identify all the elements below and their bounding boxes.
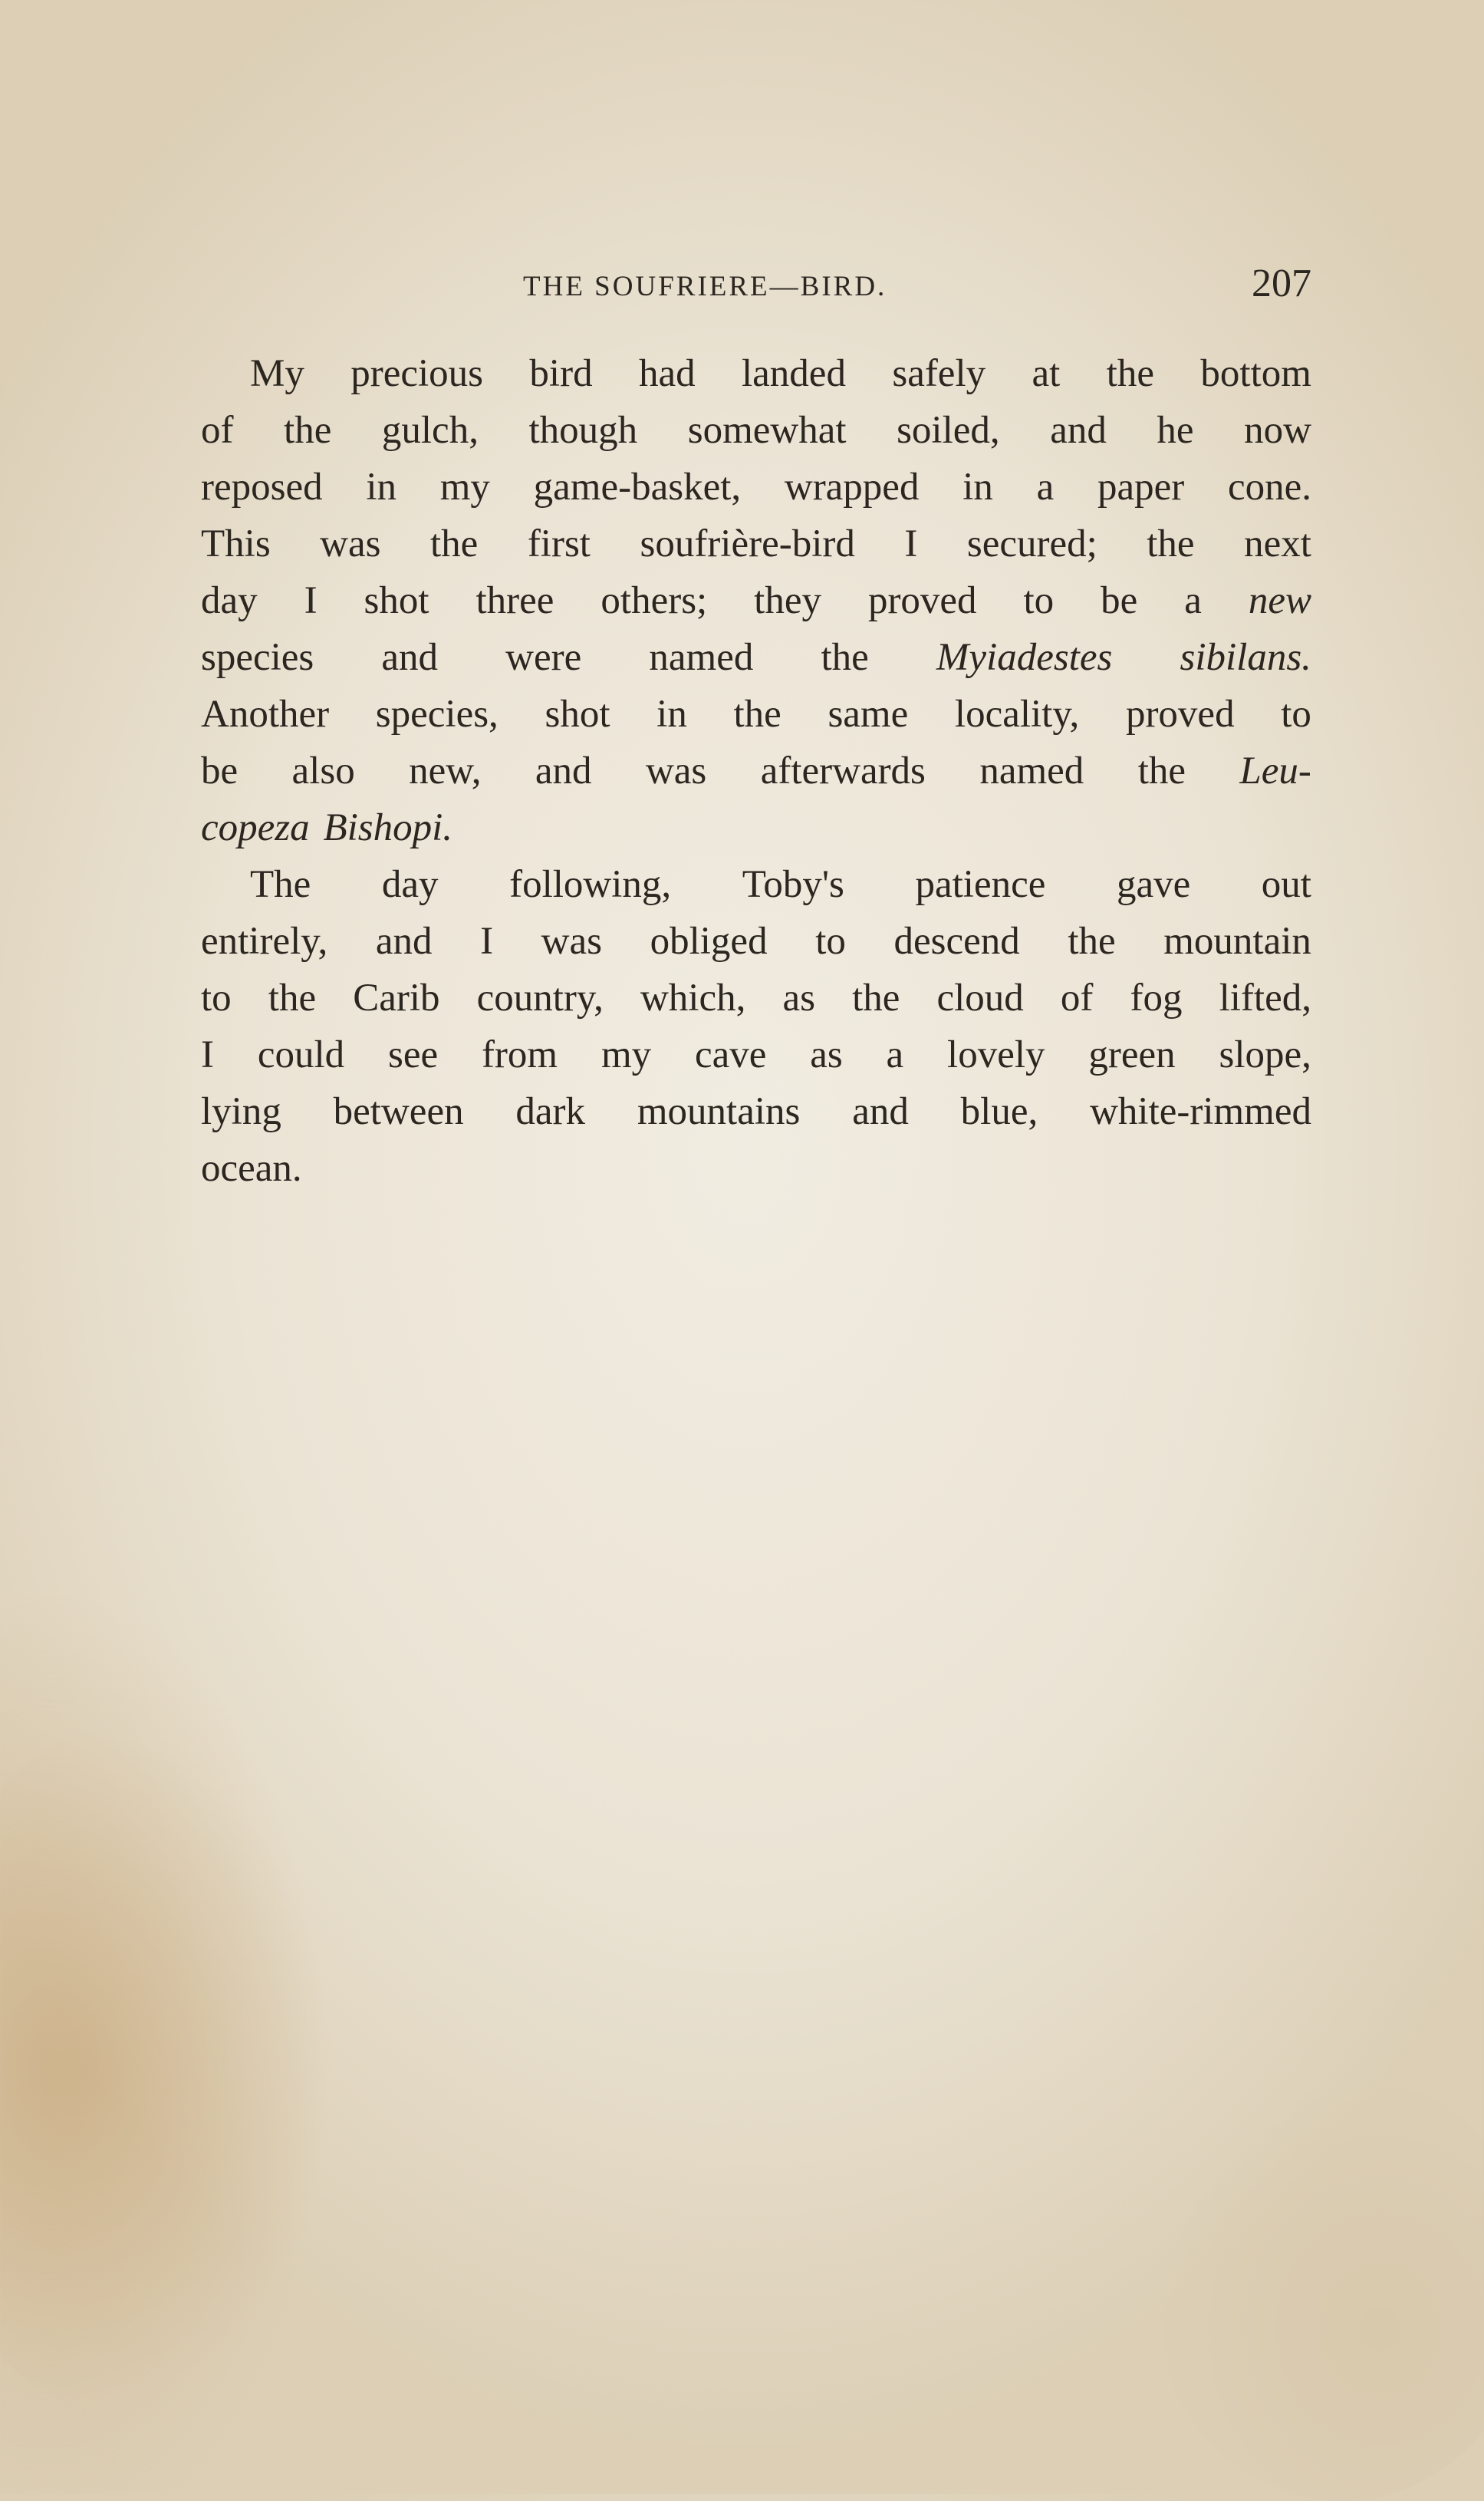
word: to	[201, 977, 232, 1020]
word: reposed	[201, 466, 323, 509]
italic-word: Myiadestes	[936, 636, 1113, 679]
word: had	[638, 352, 696, 395]
word: be	[201, 750, 239, 792]
text-line	[201, 913, 1311, 970]
word: safely	[892, 352, 986, 395]
word: wrapped	[784, 466, 920, 509]
word: to	[1281, 693, 1311, 736]
word: named	[649, 636, 754, 679]
text-line	[201, 1140, 1311, 1197]
word: in	[962, 466, 993, 509]
word: blue,	[960, 1090, 1038, 1133]
text-line	[201, 345, 1311, 402]
word: and	[381, 636, 439, 679]
word: mountain	[1163, 920, 1311, 963]
word: green	[1088, 1033, 1176, 1076]
word: though	[528, 409, 638, 452]
word: descend	[893, 920, 1020, 963]
water-stain	[0, 1726, 337, 2417]
word: a	[1036, 466, 1055, 509]
word: The	[250, 863, 311, 906]
word: was	[320, 522, 381, 565]
word: paper	[1097, 466, 1185, 509]
word: This	[201, 522, 271, 565]
text-line	[201, 686, 1311, 743]
word: species	[201, 636, 314, 679]
word: bird	[529, 352, 593, 395]
word: to	[1023, 579, 1055, 622]
text-line	[201, 629, 1311, 686]
word: shot	[545, 693, 610, 736]
word: the	[1147, 522, 1195, 565]
word: the	[1106, 352, 1155, 395]
word: Carib	[353, 977, 440, 1020]
word: they	[754, 579, 821, 622]
page-number: 207	[1252, 262, 1311, 305]
word: lovely	[947, 1033, 1045, 1076]
word: day	[381, 863, 439, 906]
word: was	[541, 920, 602, 963]
paragraph	[201, 856, 1311, 1197]
running-head-title: THE SOUFRIERE—BIRD.	[523, 271, 887, 302]
word: between	[333, 1090, 464, 1133]
word: slope,	[1219, 1033, 1311, 1076]
word: patience	[915, 863, 1046, 906]
word: I	[304, 579, 318, 622]
word: and	[535, 750, 592, 792]
word: as	[810, 1033, 843, 1076]
word: the	[284, 409, 332, 452]
word: were	[505, 636, 582, 679]
word: lying	[201, 1090, 281, 1133]
word: was	[645, 750, 707, 792]
word: following,	[509, 863, 672, 906]
text-line	[201, 799, 1311, 856]
word: precious	[350, 352, 484, 395]
word: gave	[1116, 863, 1191, 906]
word: entirely,	[201, 920, 328, 963]
text-line	[201, 1026, 1311, 1083]
word: mountains	[637, 1090, 801, 1133]
word: dark	[515, 1090, 586, 1133]
word: Another	[201, 693, 330, 736]
word: the	[821, 636, 869, 679]
word: landed	[742, 352, 846, 395]
word: new,	[409, 750, 482, 792]
word: fog	[1130, 977, 1183, 1020]
word: obliged	[650, 920, 768, 963]
word: same	[828, 693, 909, 736]
word: species,	[375, 693, 499, 736]
word: somewhat	[687, 409, 847, 452]
word: of	[1060, 977, 1094, 1020]
paper-discoloration	[1150, 2071, 1484, 2501]
word: named	[979, 750, 1084, 792]
word: the	[1068, 920, 1116, 963]
word: shot	[364, 579, 429, 622]
word: also	[291, 750, 355, 792]
word: three	[475, 579, 554, 622]
word: afterwards	[760, 750, 926, 792]
word: the	[430, 522, 479, 565]
word: he	[1157, 409, 1194, 452]
word: gulch,	[381, 409, 479, 452]
word: as	[782, 977, 815, 1020]
italic-word: copeza	[201, 806, 310, 849]
word: I	[201, 1033, 214, 1076]
word: and	[375, 920, 433, 963]
word: I	[480, 920, 494, 963]
word: from	[481, 1033, 558, 1076]
word: now	[1244, 409, 1311, 452]
word: white-rimmed	[1090, 1090, 1311, 1133]
word: the	[852, 977, 900, 1020]
running-head	[201, 261, 1311, 307]
italic-word: sibilans.	[1180, 636, 1311, 679]
word: day	[201, 579, 258, 622]
word: see	[387, 1033, 439, 1076]
text-line	[201, 402, 1311, 459]
word: proved	[867, 579, 977, 622]
word: and	[1050, 409, 1107, 452]
word: country,	[476, 977, 604, 1020]
word: be	[1101, 579, 1138, 622]
word: My	[250, 352, 304, 395]
text-line	[201, 459, 1311, 516]
text-line	[201, 743, 1311, 799]
text-line	[201, 516, 1311, 572]
word: in	[656, 693, 687, 736]
word: the	[1137, 750, 1186, 792]
word: the	[733, 693, 781, 736]
word: game-basket,	[533, 466, 742, 509]
word: a	[1184, 579, 1202, 622]
paragraph	[201, 345, 1311, 856]
italic-word: new	[1248, 579, 1311, 622]
word: secured;	[966, 522, 1097, 565]
italic-word: Bishopi.	[323, 806, 453, 849]
word: out	[1261, 863, 1311, 906]
word: in	[366, 466, 397, 509]
word: others;	[601, 579, 708, 622]
word: lifted,	[1219, 977, 1311, 1020]
word: soufrière-bird	[640, 522, 855, 565]
word: my	[601, 1033, 652, 1076]
text-line	[201, 856, 1311, 913]
word: locality,	[954, 693, 1080, 736]
word: and	[852, 1090, 909, 1133]
text-line	[201, 1083, 1311, 1140]
word: ocean.	[201, 1147, 302, 1190]
word: my	[439, 466, 490, 509]
word: bottom	[1200, 352, 1311, 395]
word: at	[1032, 352, 1061, 395]
word: Toby's	[742, 863, 844, 906]
body-text	[201, 345, 1311, 1197]
word: cone.	[1227, 466, 1311, 509]
text-line	[201, 572, 1311, 629]
text-line	[201, 970, 1311, 1026]
word: first	[527, 522, 591, 565]
word: could	[257, 1033, 345, 1076]
word: which,	[640, 977, 746, 1020]
word: I	[904, 522, 918, 565]
word: cave	[694, 1033, 767, 1076]
word: proved	[1125, 693, 1235, 736]
word: the	[268, 977, 317, 1020]
word: soiled,	[897, 409, 1000, 452]
word: of	[201, 409, 234, 452]
word: next	[1244, 522, 1311, 565]
word: a	[886, 1033, 904, 1076]
word: to	[815, 920, 846, 963]
word: cloud	[936, 977, 1024, 1020]
italic-word: Leu-	[1239, 750, 1311, 792]
